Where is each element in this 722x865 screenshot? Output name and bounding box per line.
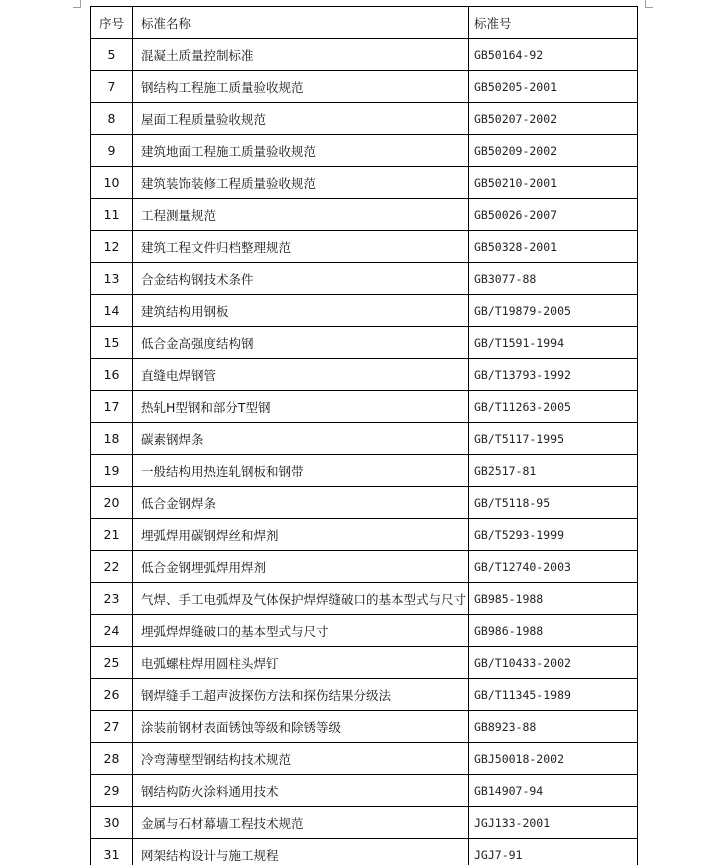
row-standard-code: GB/T1591-1994	[469, 327, 638, 359]
row-serial-number: 18	[91, 423, 133, 455]
page-corner-mark-left	[80, 0, 81, 7]
row-standard-code: GB50210-2001	[469, 167, 638, 199]
table-row	[91, 71, 638, 103]
table-body	[91, 39, 638, 865]
row-standard-name: 合金结构钢技术条件	[133, 263, 469, 295]
table-row	[91, 839, 638, 865]
header-standard-code: 标准号	[469, 7, 638, 39]
row-standard-name: 建筑工程文件归档整理规范	[133, 231, 469, 263]
row-standard-code: GB/T11263-2005	[469, 391, 638, 423]
row-standard-code: GB50207-2002	[469, 103, 638, 135]
table-row	[91, 679, 638, 711]
row-standard-name: 建筑结构用钢板	[133, 295, 469, 327]
row-serial-number: 29	[91, 775, 133, 807]
row-standard-name: 网架结构设计与施工规程	[133, 839, 469, 865]
row-serial-number: 24	[91, 615, 133, 647]
row-standard-name: 电弧螺柱焊用圆柱头焊钉	[133, 647, 469, 679]
row-standard-code: GB/T5117-1995	[469, 423, 638, 455]
page-corner-mark-left-h	[73, 7, 81, 8]
row-serial-number: 28	[91, 743, 133, 775]
row-standard-code: JGJ7-91	[469, 839, 638, 865]
table-row	[91, 615, 638, 647]
row-standard-code: GB/T10433-2002	[469, 647, 638, 679]
table-row	[91, 519, 638, 551]
row-standard-name: 冷弯薄壁型钢结构技术规范	[133, 743, 469, 775]
row-standard-name: 埋弧焊用碳钢焊丝和焊剂	[133, 519, 469, 551]
row-serial-number: 9	[91, 135, 133, 167]
row-serial-number: 21	[91, 519, 133, 551]
row-standard-name: 金属与石材幕墙工程技术规范	[133, 807, 469, 839]
table-header-row	[91, 7, 638, 39]
row-serial-number: 31	[91, 839, 133, 865]
table-row	[91, 39, 638, 71]
row-serial-number: 27	[91, 711, 133, 743]
row-serial-number: 26	[91, 679, 133, 711]
table-row	[91, 359, 638, 391]
table-row	[91, 391, 638, 423]
page-corner-mark-right	[645, 0, 646, 7]
table-row	[91, 551, 638, 583]
table-row	[91, 327, 638, 359]
table-row	[91, 295, 638, 327]
table-row	[91, 455, 638, 487]
table-row	[91, 135, 638, 167]
standards-table	[90, 6, 638, 865]
row-standard-name: 低合金钢埋弧焊用焊剂	[133, 551, 469, 583]
row-serial-number: 16	[91, 359, 133, 391]
header-standard-name: 标准名称	[133, 7, 469, 39]
row-standard-name: 工程测量规范	[133, 199, 469, 231]
row-standard-name: 低合金高强度结构钢	[133, 327, 469, 359]
row-serial-number: 15	[91, 327, 133, 359]
table-row	[91, 423, 638, 455]
row-standard-code: GB/T11345-1989	[469, 679, 638, 711]
row-standard-code: GB8923-88	[469, 711, 638, 743]
table-row	[91, 487, 638, 519]
table-row	[91, 231, 638, 263]
row-standard-code: GB50328-2001	[469, 231, 638, 263]
row-standard-name: 钢结构工程施工质量验收规范	[133, 71, 469, 103]
row-standard-name: 直缝电焊钢管	[133, 359, 469, 391]
row-standard-code: GB/T5118-95	[469, 487, 638, 519]
row-standard-code: GB3077-88	[469, 263, 638, 295]
row-standard-name: 屋面工程质量验收规范	[133, 103, 469, 135]
row-standard-name: 碳素钢焊条	[133, 423, 469, 455]
row-standard-name: 建筑地面工程施工质量验收规范	[133, 135, 469, 167]
table-row	[91, 775, 638, 807]
row-serial-number: 20	[91, 487, 133, 519]
row-serial-number: 13	[91, 263, 133, 295]
header-serial-number: 序号	[91, 7, 133, 39]
row-standard-code: GB2517-81	[469, 455, 638, 487]
row-standard-code: GB50026-2007	[469, 199, 638, 231]
table-row	[91, 647, 638, 679]
row-standard-code: GB/T5293-1999	[469, 519, 638, 551]
row-standard-code: GB14907-94	[469, 775, 638, 807]
row-standard-name: 气焊、手工电弧焊及气体保护焊焊缝破口的基本型式与尺寸	[133, 583, 469, 615]
table-row	[91, 711, 638, 743]
row-standard-code: GBJ50018-2002	[469, 743, 638, 775]
row-serial-number: 8	[91, 103, 133, 135]
row-standard-code: GB/T12740-2003	[469, 551, 638, 583]
table-row	[91, 743, 638, 775]
row-standard-code: JGJ133-2001	[469, 807, 638, 839]
table-row	[91, 199, 638, 231]
row-standard-code: GB/T19879-2005	[469, 295, 638, 327]
row-serial-number: 12	[91, 231, 133, 263]
row-standard-name: 钢结构防火涂料通用技术	[133, 775, 469, 807]
table-row	[91, 263, 638, 295]
row-serial-number: 10	[91, 167, 133, 199]
row-serial-number: 5	[91, 39, 133, 71]
row-standard-code: GB985-1988	[469, 583, 638, 615]
table-row	[91, 583, 638, 615]
row-standard-code: GB50209-2002	[469, 135, 638, 167]
row-serial-number: 25	[91, 647, 133, 679]
row-standard-name: 低合金钢焊条	[133, 487, 469, 519]
row-standard-name: 建筑装饰装修工程质量验收规范	[133, 167, 469, 199]
table-row	[91, 167, 638, 199]
row-standard-name: 涂装前钢材表面锈蚀等级和除锈等级	[133, 711, 469, 743]
row-standard-code: GB986-1988	[469, 615, 638, 647]
row-serial-number: 14	[91, 295, 133, 327]
row-standard-name: 热轧H型钢和部分T型钢	[133, 391, 469, 423]
row-serial-number: 17	[91, 391, 133, 423]
page-corner-mark-right-h	[645, 7, 653, 8]
row-serial-number: 11	[91, 199, 133, 231]
row-serial-number: 23	[91, 583, 133, 615]
row-standard-name: 埋弧焊焊缝破口的基本型式与尺寸	[133, 615, 469, 647]
table-row	[91, 807, 638, 839]
table-row	[91, 103, 638, 135]
row-standard-code: GB50164-92	[469, 39, 638, 71]
row-serial-number: 30	[91, 807, 133, 839]
row-standard-name: 钢焊缝手工超声波探伤方法和探伤结果分级法	[133, 679, 469, 711]
row-serial-number: 22	[91, 551, 133, 583]
row-standard-code: GB50205-2001	[469, 71, 638, 103]
row-standard-name: 一般结构用热连轧钢板和钢带	[133, 455, 469, 487]
row-standard-code: GB/T13793-1992	[469, 359, 638, 391]
row-standard-name: 混凝土质量控制标准	[133, 39, 469, 71]
row-serial-number: 19	[91, 455, 133, 487]
row-serial-number: 7	[91, 71, 133, 103]
